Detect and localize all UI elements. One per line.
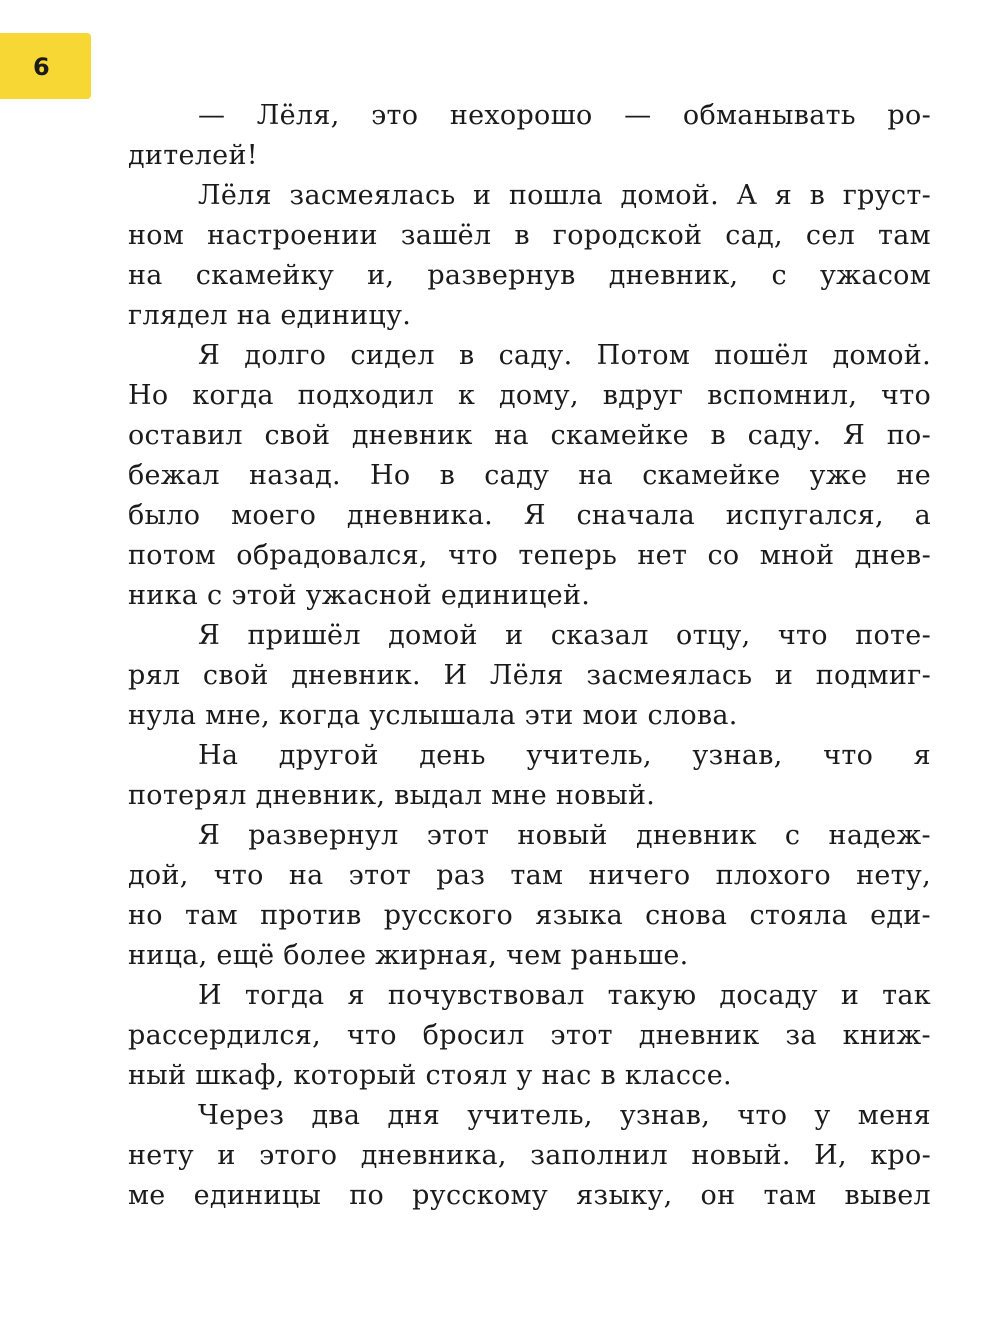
text-line: оставил свой дневник на скамейке в саду. Я по- xyxy=(128,420,931,451)
paragraph xyxy=(128,176,931,336)
text-line: ме единицы по русскому языку, он там вывел xyxy=(128,1180,931,1211)
text-line: ном настроении зашёл в городской сад, сел там xyxy=(128,220,931,251)
text-line: ный шкаф, который стоял у нас в классе. xyxy=(128,1060,732,1091)
text-line: ника с этой ужасной единицей. xyxy=(128,580,591,611)
text-line: Я пришёл домой и сказал отцу, что поте- xyxy=(198,620,931,651)
text-line: было моего дневника. Я сначала испугался, а xyxy=(128,500,931,531)
text-line: Лёля засмеялась и пошла домой. А я в груст- xyxy=(198,180,931,211)
paragraph xyxy=(128,976,931,1096)
paragraph xyxy=(128,616,931,736)
text-line: И тогда я почувствовал такую досаду и так xyxy=(198,980,931,1011)
text-line: Я долго сидел в саду. Потом пошёл домой. xyxy=(198,340,931,371)
text-line: рял свой дневник. И Лёля засмеялась и подмиг- xyxy=(128,660,931,691)
text-line: — Лёля, это нехорошо — обманывать ро- xyxy=(198,100,931,131)
page-number: 6 xyxy=(33,53,50,81)
story-text xyxy=(128,96,931,1216)
text-line: потом обрадовался, что теперь нет со мной днев- xyxy=(128,540,931,571)
text-line: нула мне, когда услышала эти мои слова. xyxy=(128,700,738,731)
text-line: на скамейку и, развернув дневник, с ужасом xyxy=(128,260,931,291)
text-line: Я развернул этот новый дневник с надеж- xyxy=(198,820,931,851)
text-line: Но когда подходил к дому, вдруг вспомнил, что xyxy=(128,380,931,411)
paragraph xyxy=(128,96,931,176)
text-line: потерял дневник, выдал мне новый. xyxy=(128,780,656,811)
text-line: бежал назад. Но в саду на скамейке уже не xyxy=(128,460,931,491)
text-line: нету и этого дневника, заполнил новый. И, кро- xyxy=(128,1140,931,1171)
text-line: глядел на единицу. xyxy=(128,300,412,331)
paragraph xyxy=(128,736,931,816)
paragraph xyxy=(128,1096,931,1216)
paragraph xyxy=(128,816,931,976)
paragraph xyxy=(128,336,931,616)
text-line: Через два дня учитель, узнав, что у меня xyxy=(198,1100,931,1131)
text-line: но там против русского языка снова стояла еди- xyxy=(128,900,931,931)
text-line: ница, ещё более жирная, чем раньше. xyxy=(128,940,689,971)
text-line: На другой день учитель, узнав, что я xyxy=(198,740,931,771)
text-line: дителей! xyxy=(128,140,258,171)
text-line: дой, что на этот раз там ничего плохого нету, xyxy=(128,860,931,891)
text-line: рассердился, что бросил этот дневник за книж- xyxy=(128,1020,931,1051)
